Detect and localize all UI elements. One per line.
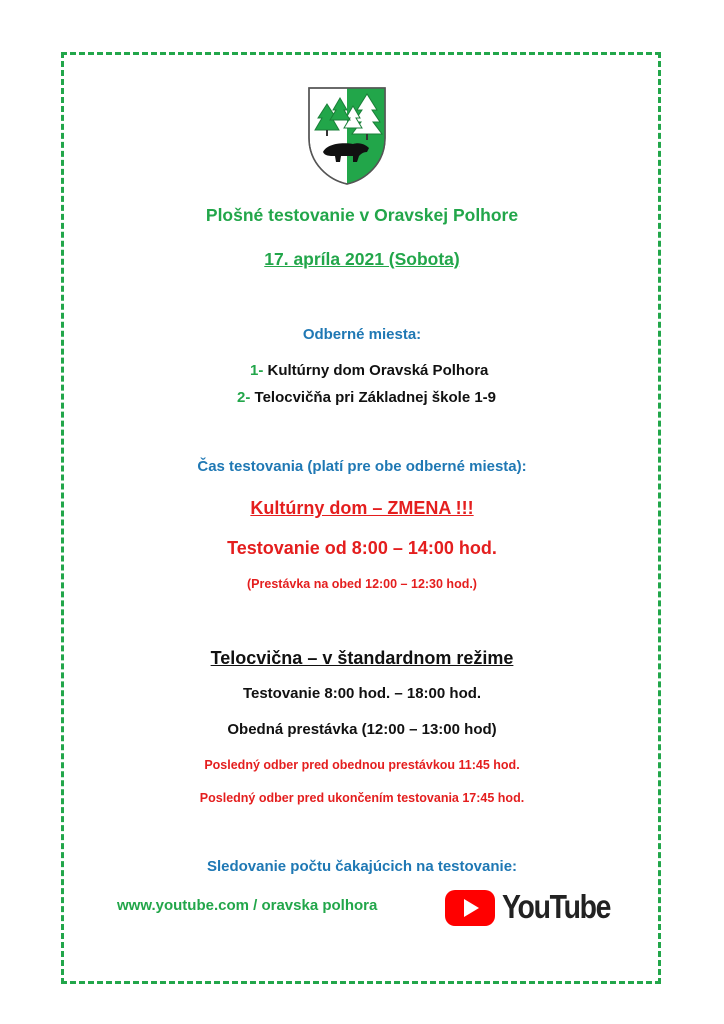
time-heading: Čas testovania (platí pre obe odberné miesta): bbox=[197, 458, 527, 475]
gym-hours: Testovanie 8:00 hod. – 18:00 hod. bbox=[242, 685, 482, 702]
gym-title: Telocvična – v štandardnom režime bbox=[210, 648, 514, 668]
youtube-wordmark: YouTube bbox=[502, 888, 611, 925]
youtube-logo[interactable] bbox=[444, 887, 614, 929]
site-item-1 bbox=[250, 362, 488, 379]
youtube-link[interactable]: www.youtube.com / oravska polhora bbox=[117, 897, 378, 914]
site-number: 2- bbox=[237, 389, 251, 406]
coat-of-arms-icon bbox=[307, 86, 387, 186]
site-label: Telocvičňa pri Základnej škole 1-9 bbox=[254, 389, 497, 406]
site-label: Kultúrny dom Oravská Polhora bbox=[267, 362, 489, 379]
gym-last-before-end: Posledný odber pred ukončením testovania 17:45 hod. bbox=[199, 791, 525, 805]
page-title: Plošné testovanie v Oravskej Polhore bbox=[205, 205, 519, 225]
gym-last-before-break: Posledný odber pred obednou prestávkou 11:45 hod. bbox=[204, 758, 520, 772]
kd-hours: Testovanie od 8:00 – 14:00 hod. bbox=[227, 538, 497, 558]
kd-break: (Prestávka na obed 12:00 – 12:30 hod.) bbox=[247, 577, 477, 591]
sites-heading: Odberné miesta: bbox=[302, 326, 422, 343]
gym-break: Obedná prestávka (12:00 – 13:00 hod) bbox=[227, 721, 497, 738]
youtube-play-icon bbox=[444, 888, 496, 928]
site-item-2 bbox=[237, 389, 496, 406]
event-date: 17. apríla 2021 (Sobota) bbox=[264, 249, 460, 269]
kd-change-title: Kultúrny dom – ZMENA !!! bbox=[250, 498, 474, 518]
monitor-heading: Sledovanie počtu čakajúcich na testovanie: bbox=[206, 858, 518, 875]
site-number: 1- bbox=[250, 362, 264, 379]
